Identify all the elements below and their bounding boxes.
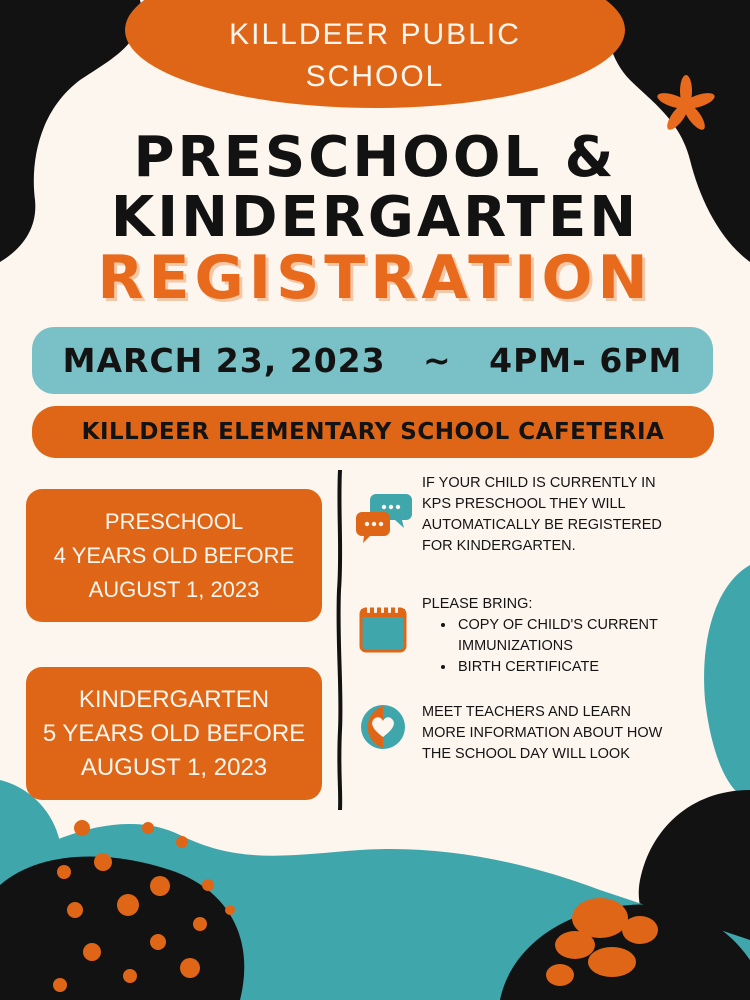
preschool-card [26,489,322,622]
preschool-card-line: PRESCHOOL [104,508,244,534]
heart-icon [358,703,408,751]
please-bring-item: • BIRTH CERTIFICATE [456,657,722,678]
info-line: MEET TEACHERS AND LEARN [422,704,631,720]
headline-preschool: PRESCHOOL & [133,125,617,190]
preschool-card-line: 4 YEARS OLD BEFORE [53,542,295,568]
kindergarten-card-line: AUGUST 1, 2023 [80,753,268,781]
location-text: KILLDEER ELEMENTARY SCHOOL CAFETERIA [81,419,665,445]
meet-teachers-info [422,702,722,765]
please-bring-info [422,594,722,678]
info-line: IF YOUR CHILD IS CURRENTLY IN [422,475,656,491]
info-line: KPS PRESCHOOL THEY WILL [422,496,626,512]
school-name-line: SCHOOL [305,60,445,93]
school-name-line: KILLDEER PUBLIC [229,18,521,51]
date-time-text: MARCH 23, 2023 ~ 4PM- 6PM [62,341,683,380]
vertical-divider [336,470,344,810]
school-name [150,14,600,98]
please-bring-list [422,615,722,678]
headline-registration: REGISTRATION [97,243,653,313]
info-line: AUTOMATICALLY BE REGISTERED [422,517,662,533]
auto-registration-info [422,473,722,557]
calendar-icon [358,603,408,655]
please-bring-title: PLEASE BRING: [422,596,533,612]
kindergarten-card [26,667,322,800]
info-line: THE SCHOOL DAY WILL LOOK [422,746,630,762]
location-banner [32,406,714,458]
kindergarten-card-line: KINDERGARTEN [78,685,270,713]
kindergarten-card-line: 5 YEARS OLD BEFORE [42,719,306,747]
info-line: MORE INFORMATION ABOUT HOW [422,725,663,741]
preschool-card-line: AUGUST 1, 2023 [88,576,260,602]
date-time-banner [32,327,713,394]
chat-bubbles-icon [354,490,414,546]
headline-kindergarten: KINDERGARTEN [110,185,640,250]
please-bring-item: • COPY OF CHILD'S CURRENT IMMUNIZATIONS [456,615,722,657]
info-line: FOR KINDERGARTEN. [422,538,576,554]
